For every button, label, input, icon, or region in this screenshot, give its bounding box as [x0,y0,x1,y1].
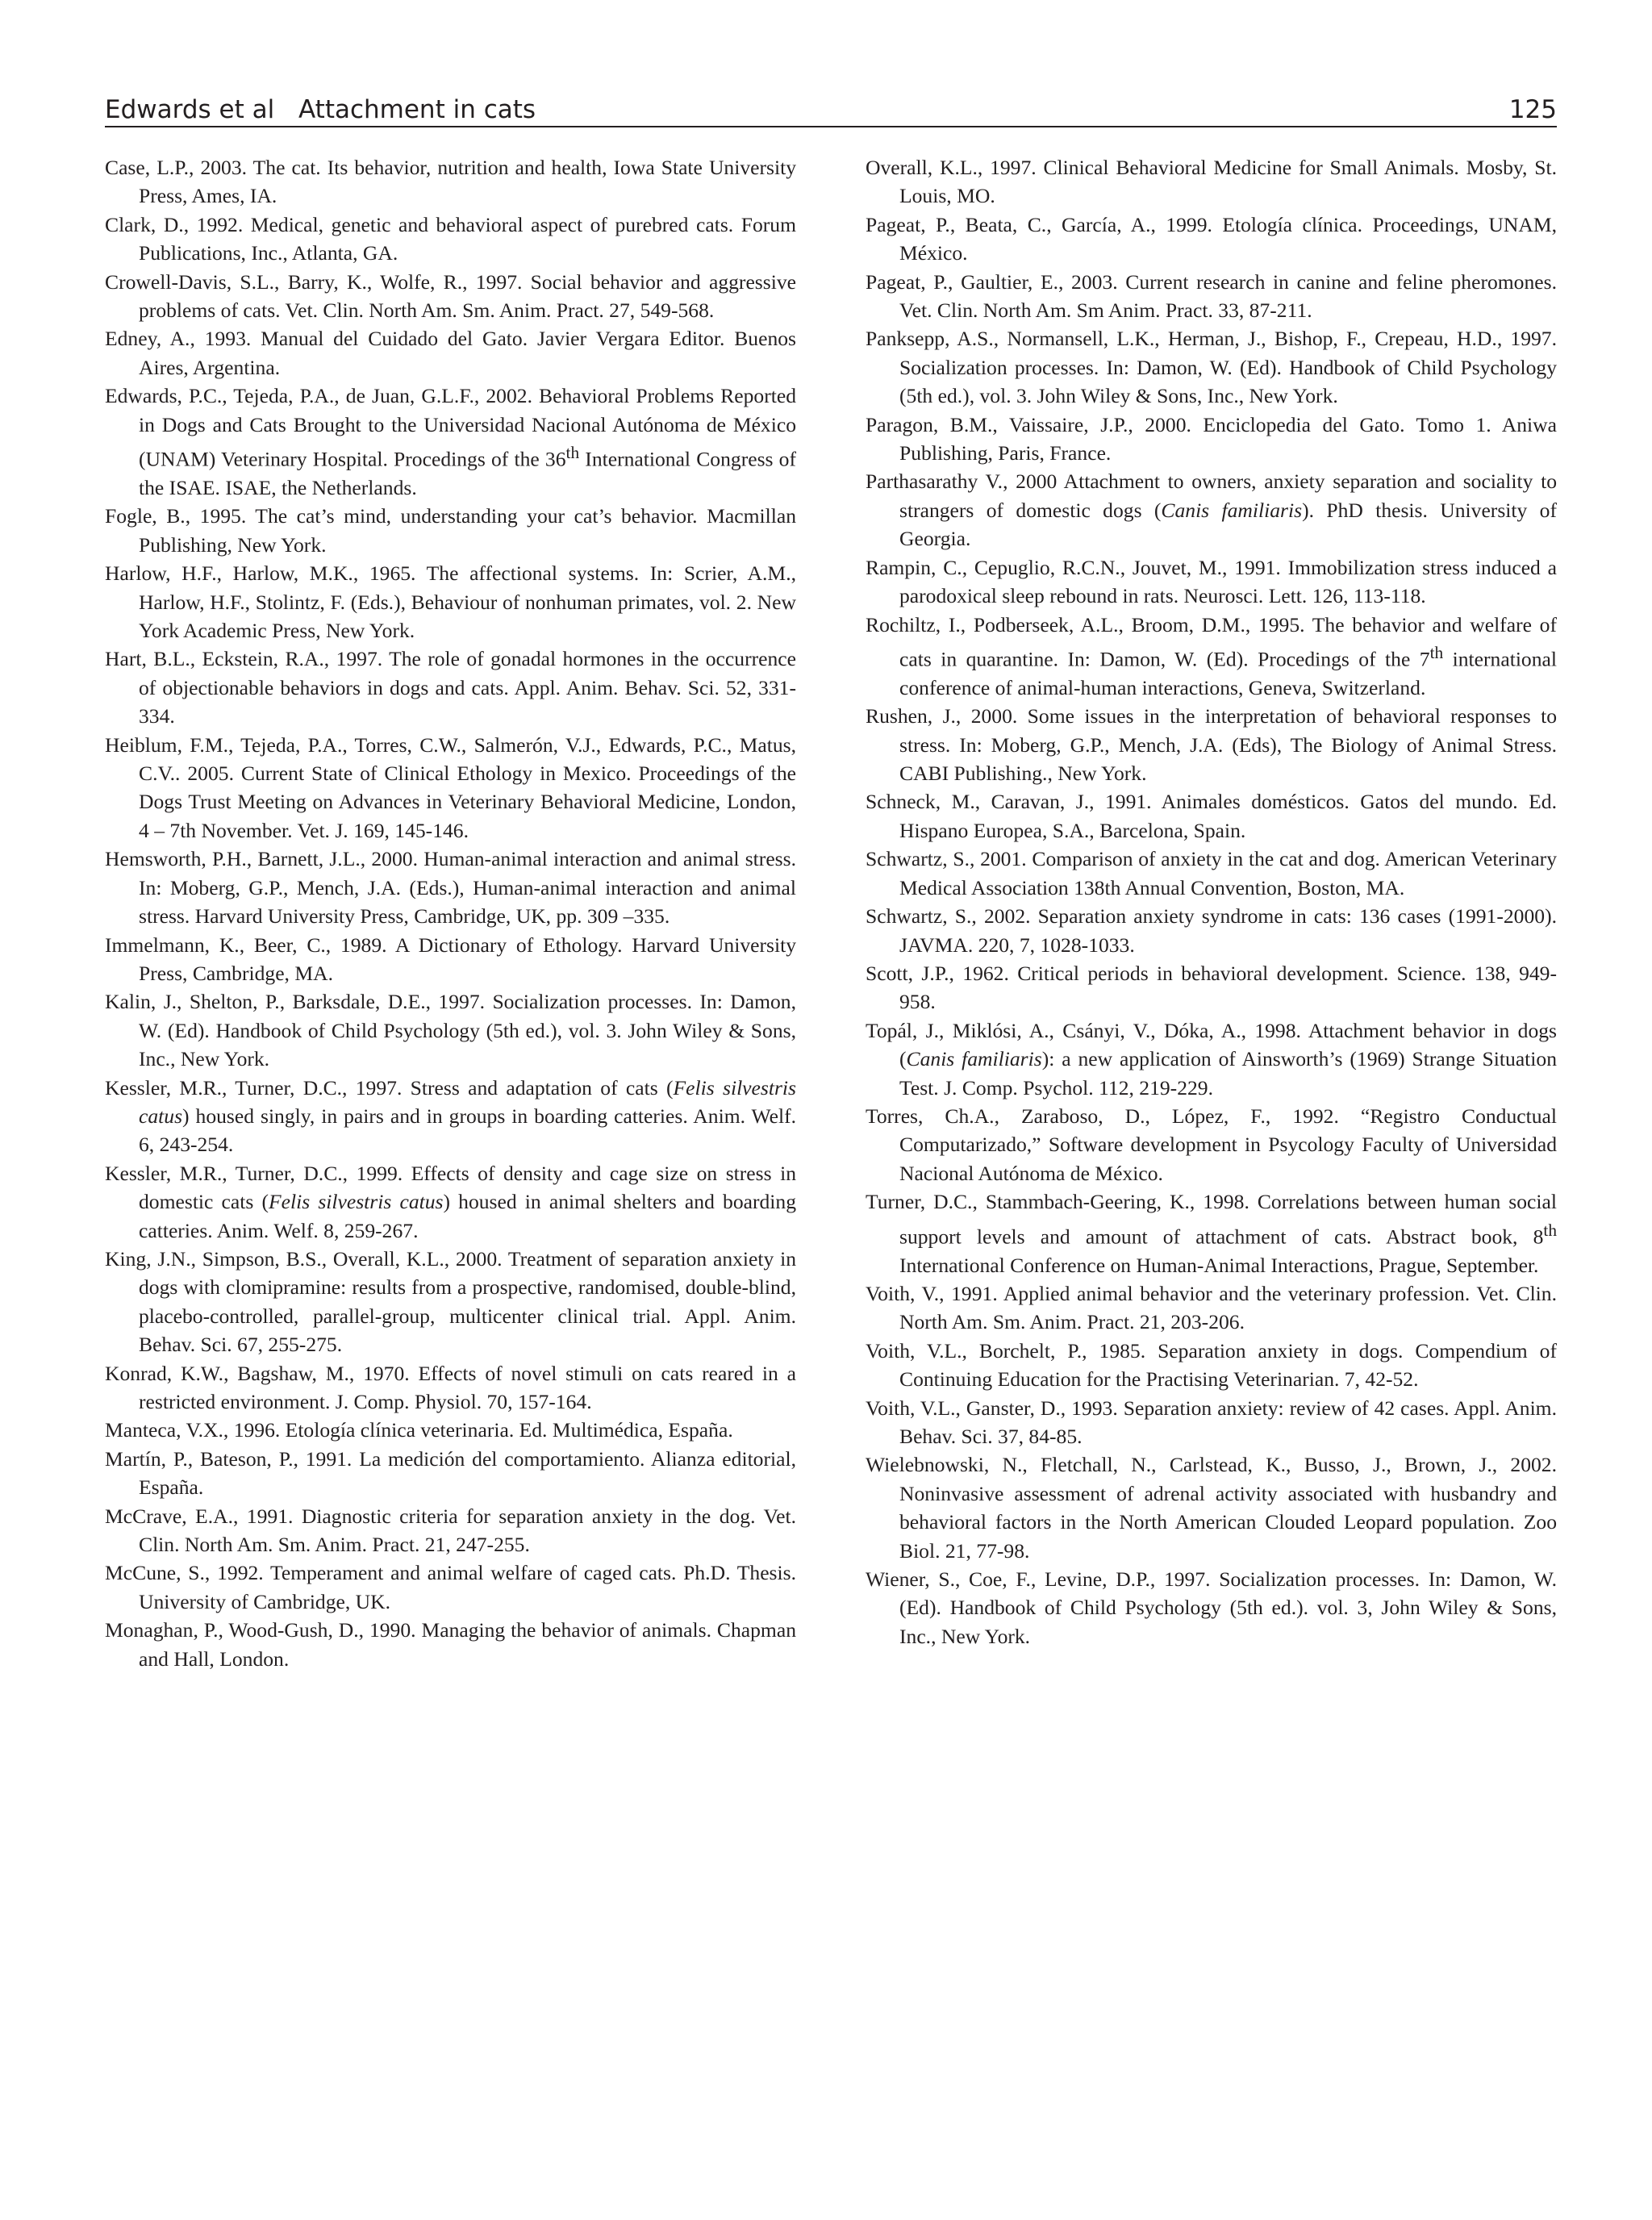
reference-entry: Voith, V., 1991. Applied animal behavior and the veterinary profession. Vet. Clin. North Am. Sm. Anim. Pract. 21, 203-206. [866,1281,1557,1334]
reference-entry: Hart, B.L., Eckstein, R.A., 1997. The role of gonadal hormones in the occurrence of objectionable behaviors in dogs and cats. Appl. Anim. Behav. Sci. 52, 331-334. [105,647,796,728]
reference-entry: Fogle, B., 1995. The cat’s mind, understanding your cat’s behavior. Macmillan Publishing, New York. [105,504,796,557]
reference-entry: Heiblum, F.M., Tejeda, P.A., Torres, C.W., Salmerón, V.J., Edwards, P.C., Matus, C.V.. 2005. Current State of Clinical Ethology in Mexico. Proceedings of the Dogs Trust Meeting on Advances in Veterinary Behavioral Medicine, London, 4 – 7th November. Vet. J. 169, 145-146. [105,732,796,842]
reference-entry: Hemsworth, P.H., Barnett, J.L., 2000. Human-animal interaction and animal stress. In: Moberg, G.P., Mench, J.A. (Eds.), Human-animal interaction and animal stress. Harvard University Press, Cambridge, UK, pp. 309 –335. [105,847,796,928]
reference-entry: McCune, S., 1992. Temperament and animal welfare of caged cats. Ph.D. Thesis. University of Cambridge, UK. [105,1561,796,1613]
reference-entry: Torres, Ch.A., Zaraboso, D., López, F., 1992. “Registro Conductual Computarizado,” Software development in Psycology Faculty of Universidad Nacional Autónoma de México. [866,1104,1557,1185]
reference-entry: Turner, D.C., Stammbach-Geering, K., 1998. Correlations between human social support levels and amount of attachment of cats. Abstract book, 8th International Conference on Human-Animal Interactions, Prague, September. [866,1190,1557,1277]
reference-entry: Rushen, J., 2000. Some issues in the interpretation of behavioral responses to stress. In: Moberg, G.P., Mench, J.A. (Eds), The Biology of Animal Stress. CABI Publishing., New York. [866,704,1557,786]
reference-entry: Topál, J., Miklósi, A., Csányi, V., Dóka, A., 1998. Attachment behavior in dogs (Canis familiaris): a new application of Ainsworth’s (1969) Strange Situation Test. J. Comp. Psychol. 112, 219-229. [866,1018,1557,1100]
reference-entry: Konrad, K.W., Bagshaw, M., 1970. Effects of novel stimuli on cats reared in a restricted environment. J. Comp. Physiol. 70, 157-164. [105,1361,796,1413]
reference-entry: Martín, P., Bateson, P., 1991. La medición del comportamiento. Alianza editorial, España. [105,1446,796,1500]
reference-entry: Schneck, M., Caravan, J., 1991. Animales domésticos. Gatos del mundo. Ed. Hispano Europea, S.A., Barcelona, Spain. [866,790,1557,842]
page-number: 125 [1508,95,1557,124]
reference-entry: Immelmann, K., Beer, C., 1989. A Dictionary of Ethology. Harvard University Press, Cambridge, MA. [105,933,796,985]
reference-entry: Wielebnowski, N., Fletchall, N., Carlstead, K., Busso, J., Brown, J., 2002. Noninvasive assessment of adrenal activity associated with husbandry and behavioral factors in the North American Clouded Leopard population. Zoo Biol. 21, 77-98. [866,1453,1557,1563]
reference-entry: Paragon, B.M., Vaissaire, J.P., 2000. Enciclopedia del Gato. Tomo 1. Aniwa Publishing, Paris, France. [866,412,1557,465]
reference-entry: Overall, K.L., 1997. Clinical Behavioral Medicine for Small Animals. Mosby, St. Louis, MO. [866,156,1557,208]
running-header [105,84,1557,127]
reference-entry: Kalin, J., Shelton, P., Barksdale, D.E., 1997. Socialization processes. In: Damon, W. (Ed). Handbook of Child Psychology (5th ed.), vol. 3. John Wiley & Sons, Inc., New York. [105,990,796,1071]
references-left-column [105,153,796,1673]
reference-entry: Rochiltz, I., Podberseek, A.L., Broom, D.M., 1995. The behavior and welfare of cats in quarantine. In: Damon, W. (Ed). Procedings of the 7th international conference of animal-human interactions, Geneva, Switzerland. [866,612,1557,699]
reference-entry: King, J.N., Simpson, B.S., Overall, K.L., 2000. Treatment of separation anxiety in dogs with clomipramine: results from a prospective, randomised, double-blind, placebo-controlled, parallel-group, multicenter clinical trial. Appl. Anim. Behav. Sci. 67, 255-275. [105,1246,796,1357]
reference-entry: Voith, V.L., Ganster, D., 1993. Separation anxiety: review of 42 cases. Appl. Anim. Behav. Sci. 37, 84-85. [866,1396,1557,1448]
reference-entry: Pageat, P., Beata, C., García, A., 1999. Etología clínica. Proceedings, UNAM, México. [866,212,1557,265]
references-right-column [866,153,1557,1650]
reference-entry: Kessler, M.R., Turner, D.C., 1997. Stress and adaptation of cats (Felis silvestris catus) housed singly, in pairs and in groups in boarding catteries. Anim. Welf. 6, 243-254. [105,1075,796,1157]
reference-entry: Clark, D., 1992. Medical, genetic and behavioral aspect of purebred cats. Forum Publications, Inc., Atlanta, GA. [105,212,796,265]
reference-entry: Rampin, C., Cepuglio, R.C.N., Jouvet, M., 1991. Immobilization stress induced a parodoxical sleep rebound in rats. Neurosci. Lett. 126, 113-118. [866,555,1557,608]
reference-entry: Pageat, P., Gaultier, E., 2003. Current research in canine and feline pheromones. Vet. Clin. North Am. Sm Anim. Pract. 33, 87-211. [866,269,1557,323]
reference-entry: Wiener, S., Coe, F., Levine, D.P., 1997. Socialization processes. In: Damon, W. (Ed). Handbook of Child Psychology (5th ed.). vol. 3, John Wiley & Sons, Inc., New York. [866,1567,1557,1648]
reference-entry: Crowell-Davis, S.L., Barry, K., Wolfe, R., 1997. Social behavior and aggressive problems of cats. Vet. Clin. North Am. Sm. Anim. Pract. 27, 549-568. [105,269,796,323]
reference-entry: Panksepp, A.S., Normansell, L.K., Herman, J., Bishop, F., Crepeau, H.D., 1997. Socialization processes. In: Damon, W. (Ed). Handbook of Child Psychology (5th ed.), vol. 3. John Wiley & Sons, Inc., New York. [866,327,1557,408]
reference-entry: Schwartz, S., 2002. Separation anxiety syndrome in cats: 136 cases (1991-2000). JAVMA. 220, 7, 1028-1033. [866,904,1557,957]
reference-entry: Voith, V.L., Borchelt, P., 1985. Separation anxiety in dogs. Compendium of Continuing Education for the Practising Veterinarian. 7, 42-52. [866,1338,1557,1392]
reference-entry: Monaghan, P., Wood-Gush, D., 1990. Managing the behavior of animals. Chapman and Hall, London. [105,1618,796,1671]
reference-entry: Harlow, H.F., Harlow, M.K., 1965. The affectional systems. In: Scrier, A.M., Harlow, H.F., Stolintz, F. (Eds.), Behaviour of nonhuman primates, vol. 2. New York Academic Press, New York. [105,561,796,643]
header-authors: Edwards et al [105,95,275,124]
reference-entry: Manteca, V.X., 1996. Etología clínica veterinaria. Ed. Multimédica, España. [105,1418,733,1442]
reference-entry: Parthasarathy V., 2000 Attachment to owners, anxiety separation and sociality to strangers of domestic dogs (Canis familiaris). PhD thesis. University of Georgia. [866,469,1557,551]
header-title: Attachment in cats [298,95,536,124]
reference-entry: Scott, J.P., 1962. Critical periods in behavioral development. Science. 138, 949-958. [866,961,1557,1014]
reference-entry: McCrave, E.A., 1991. Diagnostic criteria for separation anxiety in the dog. Vet. Clin. North Am. Sm. Anim. Pract. 21, 247-255. [105,1504,796,1557]
reference-entry: Case, L.P., 2003. The cat. Its behavior, nutrition and health, Iowa State University Press, Ames, IA. [105,156,796,208]
reference-entry: Schwartz, S., 2001. Comparison of anxiety in the cat and dog. American Veterinary Medical Association 138th Annual Convention, Boston, MA. [866,847,1557,899]
reference-entry: Edney, A., 1993. Manual del Cuidado del Gato. Javier Vergara Editor. Buenos Aires, Argentina. [105,327,796,379]
reference-entry: Edwards, P.C., Tejeda, P.A., de Juan, G.L.F., 2002. Behavioral Problems Reported in Dogs and Cats Brought to the Universidad Nacional Autónoma de México (UNAM) Veterinary Hospital. Procedings of the 36th International Congress of the ISAE. ISAE, the Netherlands. [105,384,796,499]
reference-entry: Kessler, M.R., Turner, D.C., 1999. Effects of density and cage size on stress in domestic cats (Felis silvestris catus) housed in animal shelters and boarding catteries. Anim. Welf. 8, 259-267. [105,1161,797,1242]
